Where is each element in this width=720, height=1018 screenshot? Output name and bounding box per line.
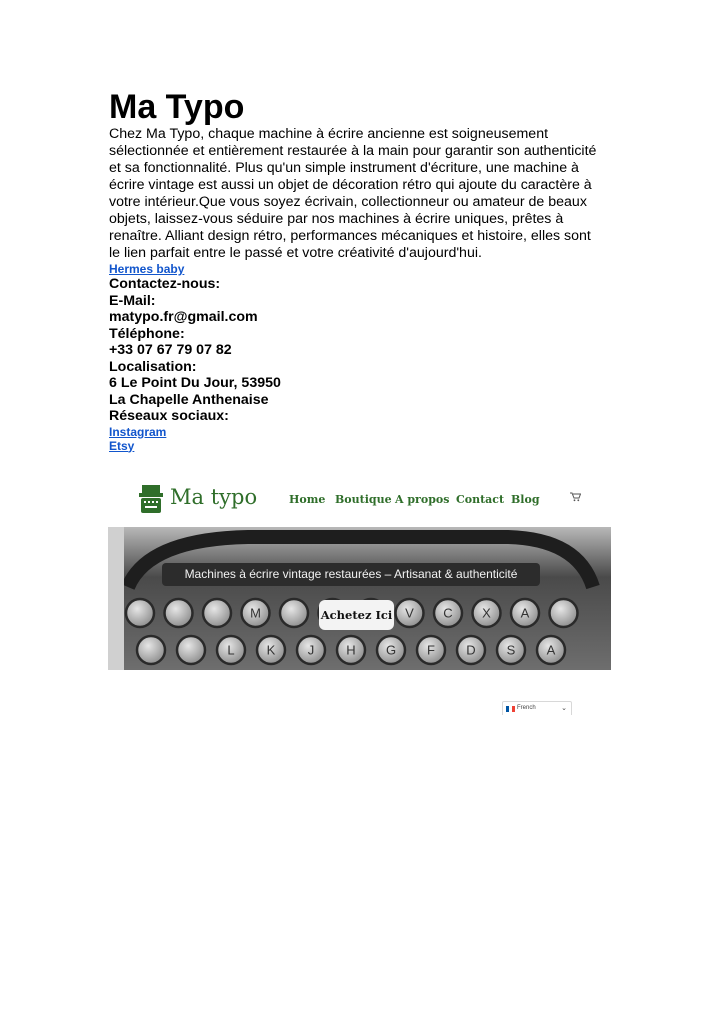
typewriter-key bbox=[203, 599, 231, 627]
key-label: H bbox=[346, 642, 356, 658]
hero-image bbox=[108, 527, 611, 670]
phone-label: Téléphone: bbox=[109, 325, 185, 342]
contact-heading: Contactez-nous: bbox=[109, 276, 221, 292]
nav-blog[interactable]: Blog bbox=[511, 493, 540, 506]
chevron-down-icon: ⌄ bbox=[561, 705, 567, 712]
key-row-lower bbox=[137, 636, 565, 664]
document-body bbox=[109, 88, 614, 453]
key-label: M bbox=[250, 605, 261, 621]
phone-value: +33 07 67 79 07 82 bbox=[109, 342, 232, 358]
intro-line: le lien parfait entre le passé et votre créativité d'aujourd'hui. bbox=[109, 245, 482, 261]
typewriter-key bbox=[177, 636, 205, 664]
typewriter-key bbox=[280, 599, 308, 627]
key-label: K bbox=[266, 642, 276, 658]
contact-section bbox=[109, 276, 614, 425]
hero-banner: Machines à écrire vintage restaurées – Artisanat & authenticité bbox=[162, 563, 540, 586]
social-label: Réseaux sociaux: bbox=[109, 408, 229, 424]
buy-here-button[interactable]: Achetez Ici bbox=[319, 600, 394, 630]
cart-icon[interactable] bbox=[570, 492, 581, 502]
address-line-2: La Chapelle Anthenaise bbox=[109, 391, 269, 408]
key-label: J bbox=[307, 642, 315, 658]
typewriter-key bbox=[137, 636, 165, 664]
key-label: L bbox=[227, 642, 235, 658]
nav-contact[interactable]: Contact bbox=[456, 493, 505, 506]
typewriter-key bbox=[165, 599, 193, 627]
key-label: X bbox=[482, 605, 491, 621]
instagram-link[interactable]: Instagram bbox=[109, 424, 167, 439]
key-label: D bbox=[466, 642, 476, 658]
nav-boutique[interactable]: Boutique bbox=[335, 493, 392, 506]
website-screenshot bbox=[108, 457, 611, 715]
nav-a-propos[interactable]: A propos bbox=[395, 493, 450, 506]
key-label: S bbox=[506, 642, 516, 658]
key-label: A bbox=[546, 642, 556, 658]
key-label: A bbox=[520, 605, 530, 621]
french-flag-icon bbox=[506, 706, 515, 712]
typewriter-keyboard-image bbox=[108, 527, 611, 670]
address-line-1: 6 Le Point Du Jour, 53950 bbox=[109, 375, 281, 391]
intro-line: renaître. Alliant design rétro, performances mécaniques et histoire, elles sont bbox=[109, 228, 591, 244]
key-label: G bbox=[385, 642, 397, 658]
intro-line: Chez Ma Typo, chaque machine à écrire ancienne est soigneusement bbox=[109, 126, 549, 142]
page-title: Ma Typo bbox=[109, 88, 245, 126]
site-logo-text: Ma typo bbox=[170, 485, 258, 509]
nav-home[interactable]: Home bbox=[289, 493, 326, 506]
email-value: matypo.fr@gmail.com bbox=[109, 309, 258, 325]
site-header bbox=[108, 457, 611, 527]
location-label: Localisation: bbox=[109, 358, 197, 375]
typewriter-key bbox=[126, 599, 154, 627]
intro-line: votre intérieur.Que vous soyez écrivain, collectionneur ou amateur de beaux bbox=[109, 194, 587, 210]
language-selector[interactable] bbox=[502, 701, 572, 715]
intro-line: et sa fonctionnalité. Plus qu'un simple instrument d'écriture, une machine à bbox=[109, 160, 579, 176]
key-label: V bbox=[405, 605, 414, 621]
intro-line: objets, laissez-vous séduire par nos machines à écrire uniques, prêtes à bbox=[109, 211, 564, 227]
etsy-link[interactable]: Etsy bbox=[109, 438, 135, 453]
typewriter-key bbox=[550, 599, 578, 627]
hermes-baby-link[interactable]: Hermes baby bbox=[109, 262, 185, 276]
key-label: C bbox=[443, 605, 453, 621]
key-label: F bbox=[427, 642, 435, 658]
intro-line: sélectionnée et entièrement restaurée à la main pour garantir son authenticité bbox=[109, 143, 597, 159]
email-label: E-Mail: bbox=[109, 292, 156, 309]
intro-line: écrire vintage est aussi un objet de décoration rétro qui ajoute du caractère à bbox=[109, 177, 592, 193]
language-label: French bbox=[517, 705, 536, 711]
intro-paragraph bbox=[109, 126, 614, 262]
typewriter-logo-icon bbox=[137, 484, 165, 516]
